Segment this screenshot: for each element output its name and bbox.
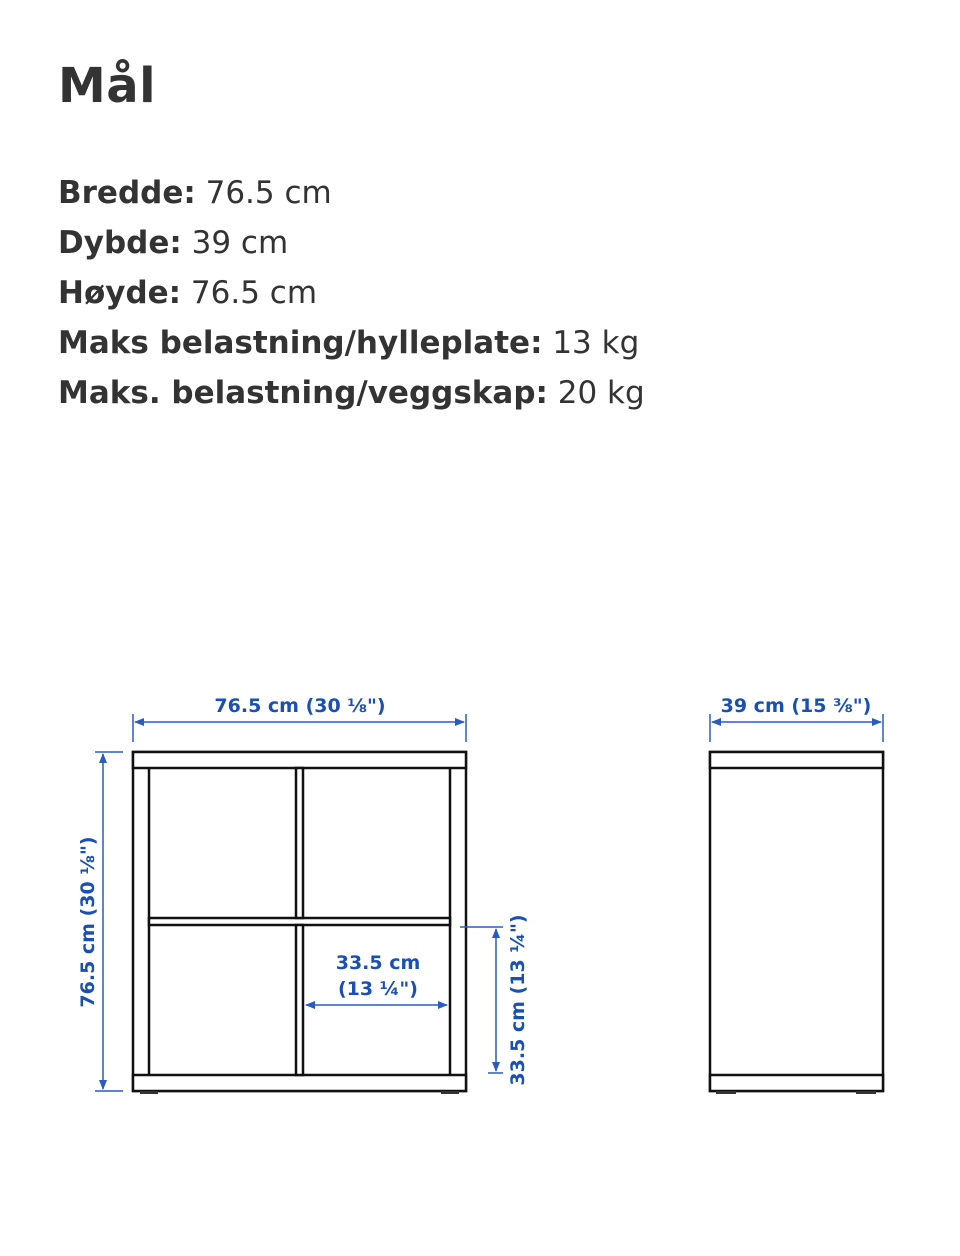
spec-value: 76.5 cm xyxy=(181,275,318,311)
compartment-width-label-cm: 33.5 cm xyxy=(335,952,421,974)
spec-label: Dybde: xyxy=(58,225,182,261)
front-view xyxy=(133,752,466,1094)
spec-value: 20 kg xyxy=(547,375,645,411)
compartment-width-label-in: (13 ¼") xyxy=(338,978,418,1000)
side-depth-dimension xyxy=(710,695,883,742)
spec-label: Maks belastning/hylleplate: xyxy=(58,325,543,361)
front-height-label: 76.5 cm (30 ⅛") xyxy=(77,836,99,1008)
front-height-dimension xyxy=(77,752,123,1091)
side-view xyxy=(710,752,883,1094)
compartment-height-label: 33.5 cm (13 ¼") xyxy=(507,914,529,1086)
spec-label: Høyde: xyxy=(58,275,182,311)
front-width-label: 76.5 cm (30 ⅛") xyxy=(214,695,386,717)
front-width-dimension xyxy=(133,695,466,742)
compartment-height-dimension xyxy=(460,914,529,1085)
spec-label: Bredde: xyxy=(58,175,196,211)
side-depth-label: 39 cm (15 ⅜") xyxy=(720,695,872,717)
spec-value: 13 kg xyxy=(542,325,640,361)
spec-label: Maks. belastning/veggskap: xyxy=(58,375,548,411)
spec-value: 39 cm xyxy=(181,225,289,261)
spec-value: 76.5 cm xyxy=(195,175,332,211)
page-title: Mål xyxy=(58,58,157,114)
